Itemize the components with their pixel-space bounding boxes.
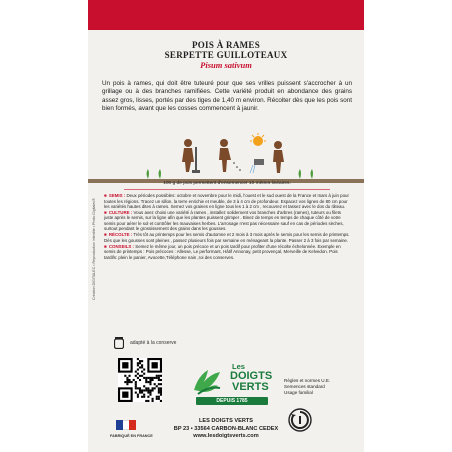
norm-line: Semences standard [284,384,325,389]
section-conseils [104,244,350,260]
gardener-sowing-icon [219,139,241,172]
intro-text: Un pois à rames, qui doit être tuteuré pour que ses vrilles puissent s'accrocher à un grillage ou à des branches ramifiées. Cette variété produit en abondance des grains assez gros, lisses, portés par des tiges de 1,40 m environ. Récolter dès que les pois sont bien formés, avant que les cosses commencent à jaunir. [102,80,352,112]
made-in-france: FABRIQUÉ EN FRANCE [110,434,153,438]
section-semis [104,193,350,209]
logo-depuis: DEPUIS 1785 [196,397,268,405]
product-title: POIS À RAMES [191,40,261,50]
section-head: RÉCOLTE : [108,232,133,238]
bullet-icon: ■ [104,210,107,216]
conserve-label: adapté à la conserve [130,340,177,346]
gardener-digging-icon [182,139,200,173]
latin-name: Pisum sativum [200,60,252,70]
growing-instructions [104,181,350,260]
logo-doigts: DOIGTS [230,370,273,382]
title-block [88,40,364,70]
section-text: Deux périodes possibles: octobre et novembre pour le midi, l'ouest et le sud ouest de la France et mars à juin pour toutes les régions. Tracez un sillon, la terre enrichie et meuble, de 3 à 4 cm de profondeur. Espacez vos lignes de 80 cm pour les variétés hautes dites à rames. Semez vos graines en ligne tous les 1 à 2 cm , recouvrez et tassez avec le dos du râteau. [104,193,349,209]
logo-verts: VERTS [232,381,269,393]
qr-code-icon[interactable] [118,358,162,402]
sprouts-icon [147,169,314,179]
seed-packet-back [88,0,364,452]
company-website[interactable]: www.lesdoigtsverts.com [193,433,259,439]
caption-divider [124,189,330,190]
side-credit: Création DIGITALEC • Reproduction interdite • Photo Digitalec® [92,198,96,300]
section-text: Vous avez choisi une variété à rames , installez solidement vos branches d'arbres (rames), tuteurs ou filets juste après le semis, sur la ligne afin que les plantes puissent grimper . Binez de temps en temps de chaque côté de votre semis pour aérer le sol et contrôler les mauvaises herbes. L'arrosage n'est pas nécessaire sauf en cas de périodes sèches, surtout pendant le grossissement des grains dans les gousses. [104,210,344,232]
section-head: SEMIS : [108,193,126,199]
section-text: Semez le même jour, un pois précoce et un pois tardif pour profiter d'une récolte échelonnée. Exemple en semis de printemps : Pois précoces : Allesse, Le performant, Hâtif Annonay, petit provençal, Merveille de Kelvedon. Pois tardifs: plein le panier, Avocette,Téléphone nain ,roi des conserves. [104,243,341,260]
conserve-badge [114,337,176,349]
brand-logo [188,360,274,408]
company-name: LES DOIGTS VERTS [198,418,254,424]
section-text: Très tôt au printemps pour les semis d'automne et 2 mois à 3 mois après le semis pour les semis de printemps. Dès que les gousses sont pleines , passez plusieurs fois par semaine en ménageant la plante. Passer 2 à 3 fois par semaine. [104,232,350,243]
sowing-illustration [88,133,364,183]
seeding-caption: 100 g de pois permettent d'ensemencer 10 mètres linéaires. [163,181,291,186]
section-head: CULTURE : [108,210,133,216]
logo-les: Les [232,362,245,371]
jar-icon [114,337,124,349]
sun-icon [250,133,266,146]
norms-block [284,378,344,396]
top-red-band [88,0,364,30]
france-flag-icon [116,420,136,430]
variety-name: SERPETTE GUILLOTEAUX [164,50,288,60]
norm-line: Règles et normes U.E. [284,378,331,383]
section-recolte [104,232,350,243]
bullet-icon: ■ [104,232,107,238]
section-culture [104,210,350,231]
bullet-icon: ■ [104,193,107,199]
gardener-watering-icon [250,141,284,173]
section-head: CONSEILS : [108,243,135,249]
norm-line: Usage familial [284,390,313,395]
company-address: BP 23 • 33564 CARBON-BLANC CEDEX [173,425,279,432]
bullet-icon: ■ [104,243,107,249]
company-block [136,418,316,441]
